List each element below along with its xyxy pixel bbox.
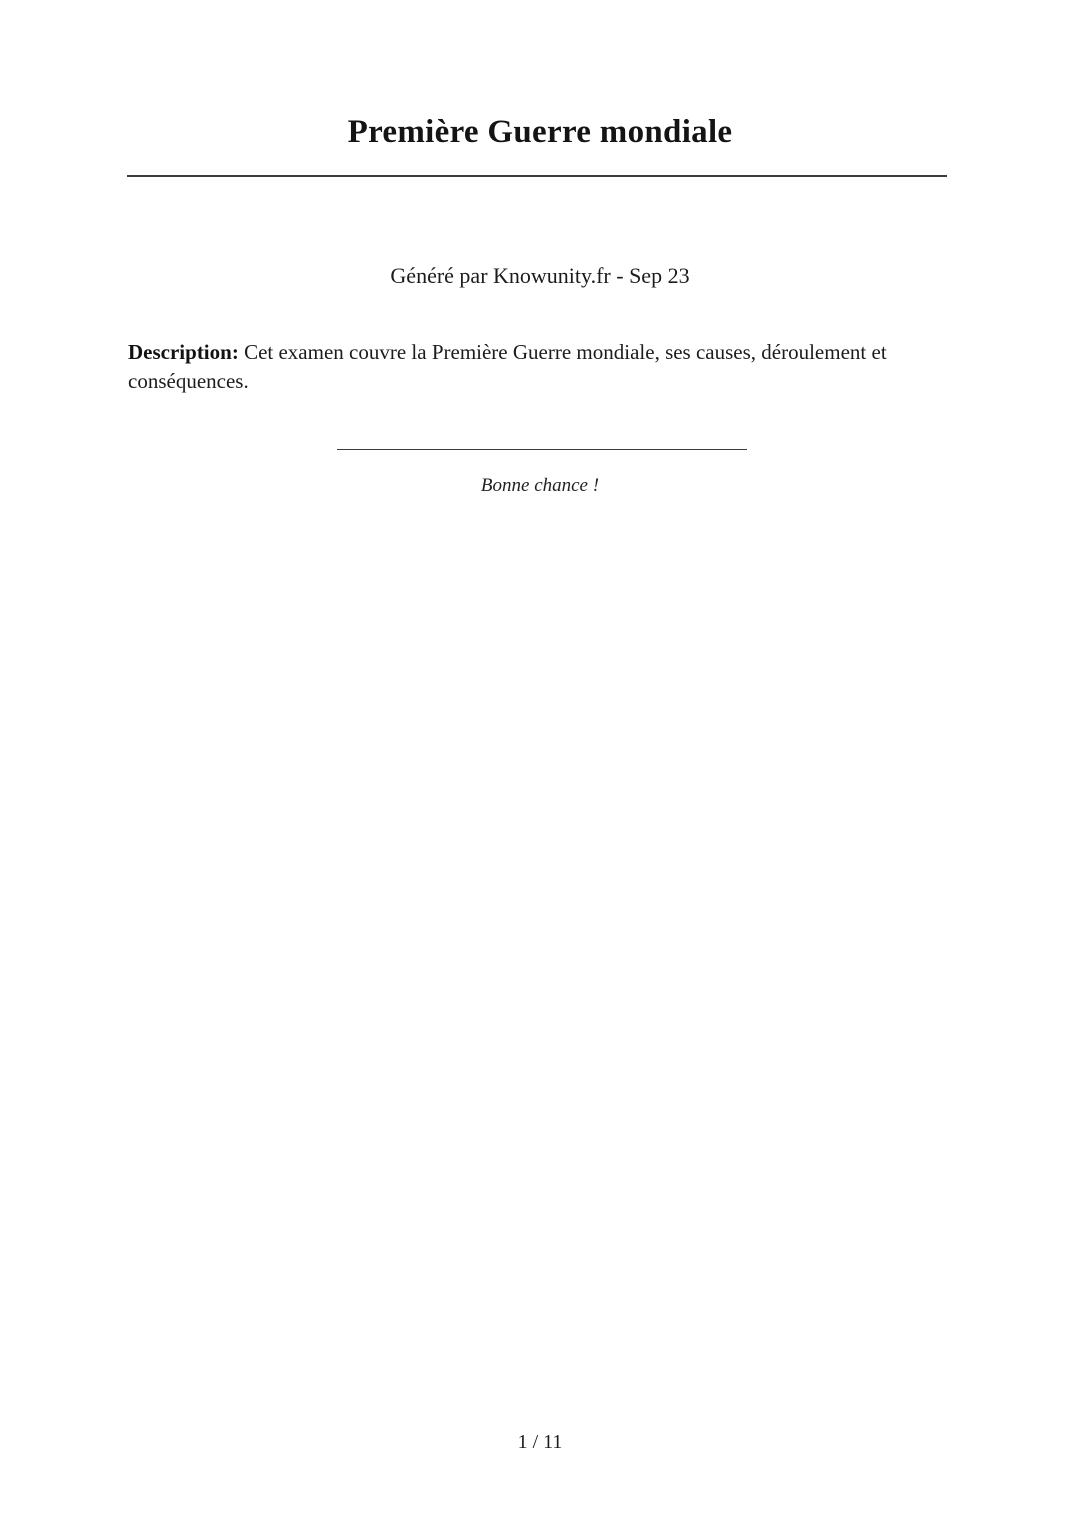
- description-paragraph: [128, 338, 950, 395]
- page-title: Première Guerre mondiale: [347, 114, 733, 150]
- generated-by-line: Généré par Knowunity.fr - Sep 23: [390, 263, 690, 288]
- section-divider-rule: [337, 449, 747, 450]
- description-label: Description:: [128, 340, 239, 364]
- title-divider-rule: [127, 175, 947, 177]
- good-luck-note: Bonne chance !: [480, 475, 600, 496]
- description-text: Cet examen couvre la Première Guerre mondiale, ses causes, déroulement et conséquences.: [128, 340, 887, 393]
- page-number: 1 / 11: [517, 1431, 563, 1453]
